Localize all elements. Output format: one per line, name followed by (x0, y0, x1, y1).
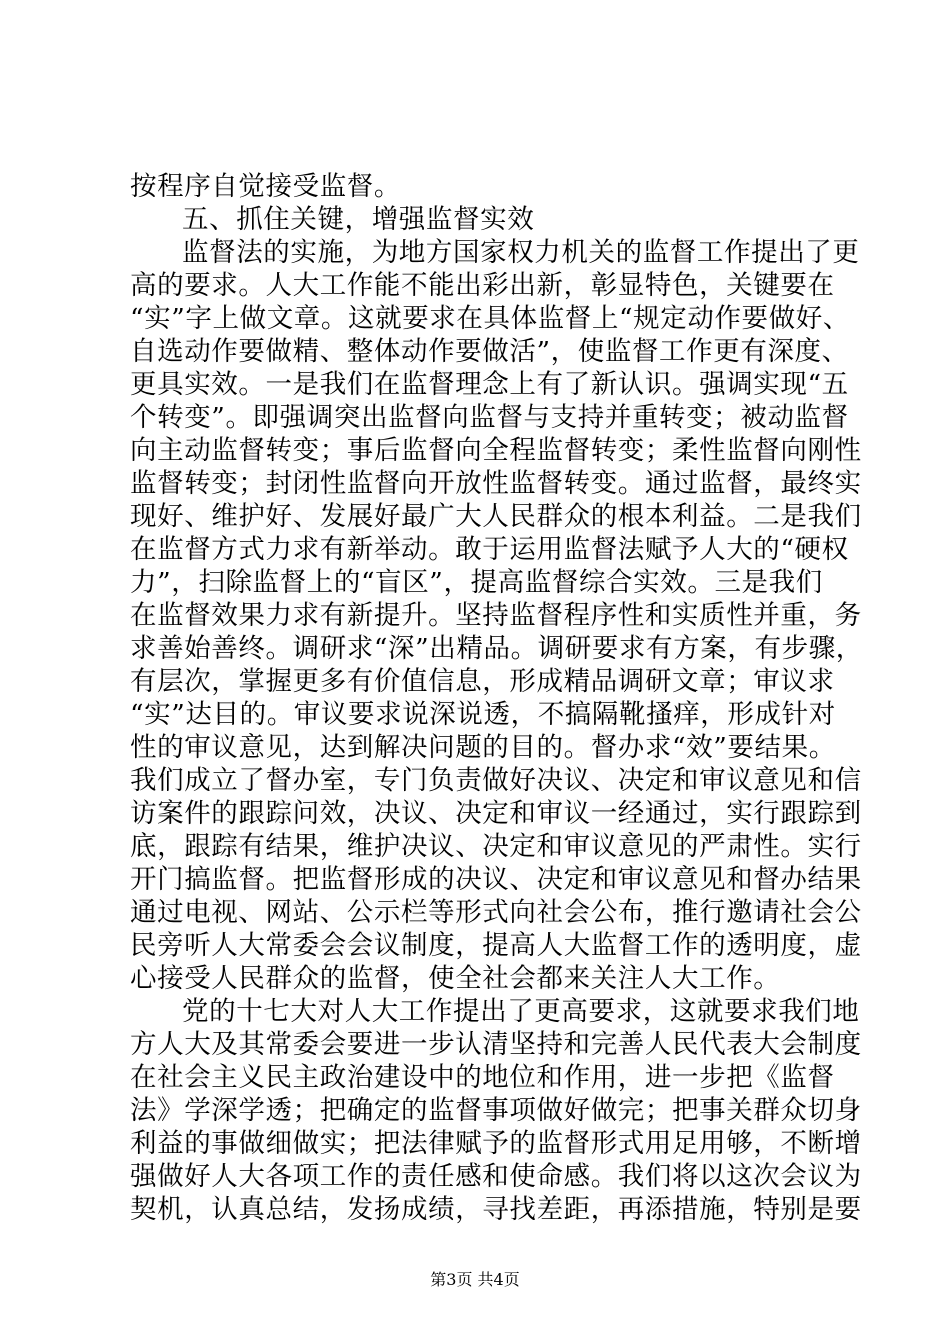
text-line: 底，跟踪有结果，维护决议、决定和审议意见的严肃性。实行 (130, 831, 862, 862)
text-line: 按程序自觉接受监督。 (130, 171, 401, 202)
text-line: 访案件的跟踪问效，决议、决定和审议一经通过，实行跟踪到 (130, 798, 862, 829)
text-line: 更具实效。一是我们在监督理念上有了新认识。强调实现“五 (130, 369, 849, 400)
text-line: 心接受人民群众的监督，使全社会都来关注人大工作。 (130, 963, 781, 994)
paragraph-first-line: 监督法的实施，为地方国家权力机关的监督工作提出了更 (182, 237, 860, 268)
paragraph-first-line: 党的十七大对人大工作提出了更高要求，这就要求我们地 (182, 996, 860, 1027)
text-line: 方人大及其常委会要进一步认清坚持和完善人民代表大会制度 (130, 1029, 862, 1060)
text-line: 向主动监督转变；事后监督向全程监督转变；柔性监督向刚性 (130, 435, 862, 466)
text-line: 在监督效果力求有新提升。坚持监督程序性和实质性并重，务 (130, 600, 862, 631)
text-line: 有层次，掌握更多有价值信息，形成精品调研文章；审议求 (130, 666, 835, 697)
text-line: 法》学深学透；把确定的监督事项做好做完；把事关群众切身 (130, 1095, 862, 1126)
text-line: 开门搞监督。把监督形成的决议、决定和审议意见和督办结果 (130, 864, 862, 895)
text-line: 高的要求。人大工作能不能出彩出新，彰显特色，关键要在 (130, 270, 835, 301)
text-line: 契机，认真总结，发扬成绩，寻找差距，再添措施，特别是要 (130, 1194, 862, 1225)
text-line: “实”达目的。审议要求说深说透，不搞隔靴搔痒，形成针对 (130, 699, 836, 730)
text-line: 监督转变；封闭性监督向开放性监督转变。通过监督，最终实 (130, 468, 862, 499)
text-line: 利益的事做细做实；把法律赋予的监督形式用足用够，不断增 (130, 1128, 862, 1159)
text-line: 求善始善终。调研求“深”出精品。调研要求有方案，有步骤， (130, 633, 863, 664)
section-heading: 五、抓住关键，增强监督实效 (182, 204, 535, 235)
text-line: 在监督方式力求有新举动。敢于运用监督法赋予人大的“硬权 (130, 534, 849, 565)
text-line: 力”，扫除监督上的“盲区”，提高监督综合实效。三是我们 (130, 567, 823, 598)
page-footer: 第3页 共4页 (430, 1270, 520, 1289)
text-line: 我们成立了督办室，专门负责做好决议、决定和审议意见和信 (130, 765, 862, 796)
text-line: 在社会主义民主政治建设中的地位和作用，进一步把《监督 (130, 1062, 835, 1093)
text-line: 性的审议意见，达到解决问题的目的。督办求“效”要结果。 (130, 732, 836, 763)
text-line: 民旁听人大常委会会议制度，提高人大监督工作的透明度，虚 (130, 930, 862, 961)
text-line: 现好、维护好、发展好最广大人民群众的根本利益。二是我们 (130, 501, 862, 532)
text-line: 强做好人大各项工作的责任感和使命感。我们将以这次会议为 (130, 1161, 862, 1192)
text-line: “实”字上做文章。这就要求在具体监督上“规定动作要做好、 (130, 303, 850, 334)
text-line: 自选动作要做精、整体动作要做活”，使监督工作更有深度、 (130, 336, 849, 367)
text-line: 通过电视、网站、公示栏等形式向社会公布，推行邀请社会公 (130, 897, 862, 928)
text-line: 个转变”。即强调突出监督向监督与支持并重转变；被动监督 (130, 402, 849, 433)
